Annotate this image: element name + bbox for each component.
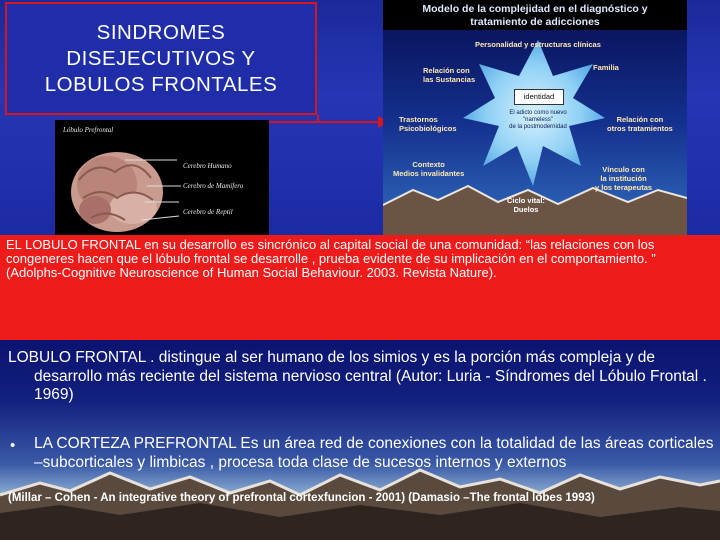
label-lobulo-prefrontal: Lóbulo Prefrontal [63, 126, 114, 134]
title-box [5, 2, 317, 115]
label-cerebro-reptil: Cerebro de Reptil [183, 208, 233, 216]
label-familia: Familia [593, 63, 619, 72]
arrow-connector-vertical [317, 115, 319, 123]
citation-text: (Millar – Cohen - An integrative theory of prefrontal cortexfuncion - 2001) (Damasio –The frontal lobes 1993) [8, 492, 595, 504]
label-ciclo-vital: Ciclo vital: Duelos [507, 196, 545, 214]
model-diagram-panel [383, 0, 687, 235]
label-relacion-tratamientos: Relación con otros tratamientos [607, 115, 673, 133]
bullet-point-icon: • [10, 437, 16, 454]
label-personalidad: Personalidad y estructuras clínicas [475, 40, 601, 49]
label-contexto: Contexto Medios invalidantes [393, 160, 465, 178]
label-adicto: El adicto como nuevo "nameless" de la postmodernidad [509, 110, 567, 130]
model-title: Modelo de la complejidad en el diagnóstico y tratamiento de adicciones [422, 3, 648, 28]
identidad-box: identidad [514, 89, 564, 105]
label-trastornos: Trastornos Psicobiológicos [399, 115, 457, 133]
slide-title: SINDROMES DISEJECUTIVOS Y LOBULOS FRONTALES [44, 20, 278, 96]
paragraph-lobulo-frontal: LOBULO FRONTAL . distingue al ser humano de los simios y es la porción más compleja y de desarrollo más reciente del sistema nervioso central (Autor: Luria - Síndromes del Lóbulo Frontal . 1969) [8, 349, 707, 403]
label-relacion-sustancias: Relación con las Sustancias [423, 66, 476, 84]
brain-image-panel [55, 120, 269, 248]
label-cerebro-mamifero: Cerebro de Mamífero [183, 182, 244, 190]
frontal-lobe-quote: EL LOBULO FRONTAL en su desarrollo es sincrónico al capital social de una comunidad: “las relaciones con los congeneres hacen que el lóbulo frontal se desarrolle , prueba evidente de su implicación en el comportamiento. ” (Adolphs-Cognitive Neuroscience of Human Social Behaviour. 2003. Revista Nature). [6, 237, 656, 280]
label-vinculo: Vínculo con la institución y los terapeutas [595, 165, 653, 192]
label-cerebro-humano: Cerebro Humano [183, 162, 232, 170]
paragraph-corteza-prefrontal: LA CORTEZA PREFRONTAL Es un área red de conexiones con la totalidad de las áreas corticales –subcorticales y limbicas , procesa toda clase de sucesos internos y externos [34, 435, 714, 471]
arrow-connector-horizontal [269, 121, 383, 123]
